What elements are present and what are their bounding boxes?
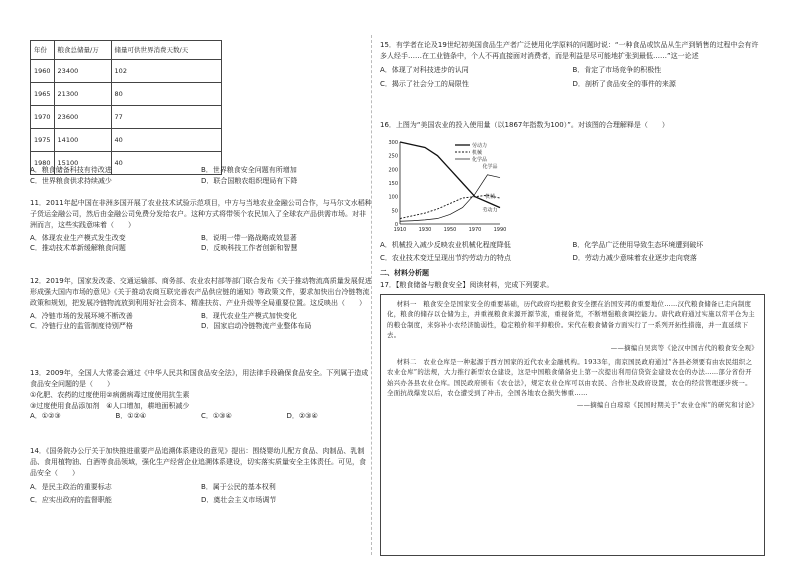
- y-tick-label: 150: [388, 181, 398, 187]
- table-cell: 77: [111, 106, 221, 129]
- question-stem: 17．【粮食储备与粮食安全】阅读材料，完成下列要求。: [380, 281, 554, 289]
- material-box: [380, 294, 765, 556]
- question-17-stem: [380, 280, 775, 291]
- question-stem: 13．2009年，全国人大常委会通过《中华人民共和国食品安全法》，用法律手段确保食品安全。下列属于造成食品安全问题的是（ ）: [30, 369, 369, 388]
- legend-label-2: 化学品: [472, 157, 488, 163]
- table-cell: 1970: [31, 106, 55, 129]
- label-machinery: 机械: [485, 194, 496, 201]
- table-row: [31, 60, 222, 83]
- table-header-row: [31, 41, 222, 60]
- x-tick-label: 1910: [393, 227, 407, 233]
- option-d[interactable]: D．劳动力减少意味着农业逐步走向衰落: [572, 253, 697, 262]
- question-16-stem: [380, 120, 765, 131]
- question-12: [30, 276, 372, 332]
- option-b[interactable]: B．属于公民的基本权利: [201, 482, 276, 491]
- table-cell: 80: [111, 83, 221, 106]
- table-header-cell: 年份: [31, 41, 55, 60]
- chart-legend: [455, 142, 487, 163]
- table-cell: 23600: [54, 106, 111, 129]
- label-labor: 劳动力: [482, 207, 498, 214]
- y-tick-label: 200: [388, 167, 398, 174]
- grain-reserve-table: [30, 40, 222, 175]
- table-cell: 40: [111, 129, 221, 152]
- option-b[interactable]: B．说明一带一路战略成效显著: [201, 233, 297, 242]
- question-stem: 15．有学者在论及19世纪初美国食品生产者广泛使用化学原料的问题时说：“一种食品或饮品从生产到销售的过程中会有许多人经手……在工业链条中，个人不再直接面对消费者，而是利益是尽可能地扩张到最低……”这一论述: [380, 41, 759, 60]
- option-d[interactable]: D．联合国粮农组织理局有下降: [201, 176, 298, 185]
- option-c[interactable]: C．①③④: [201, 412, 232, 421]
- material-two: 材料二 农业仓库是一种起源于西方国家的近代农业金融机构。1933年，南京国民政府通过“各县必须要有由农民组织之农业仓库”的法规，大力推行新型农仓建设，这是中国粮食储备史上第一次提出利用信贷资金建设农仓的办法……部分省份开始兴办各县农业仓库。国民政府颁布《农仓法》，规定农业仓库可以由农民、合作社及政府设置，农仓的经营管理逐步统一。全面抗战爆发以后，农仓遭受到了冲击，全国各地农仓损失惨重……: [387, 357, 753, 397]
- question-16-options: [380, 240, 765, 264]
- option-a[interactable]: A．是民主政治的重要标志: [30, 482, 112, 491]
- y-tick-label: 300: [388, 140, 398, 146]
- section-heading: [380, 268, 775, 279]
- table-cell: 102: [111, 60, 221, 83]
- question-stem: 14．《国务院办公厅关于加快推进重要产品追溯体系建设的意见》提出：围绕婴幼儿配方食品、肉制品、乳制品、食用植物油、白酒等食品领域，强化生产经营企业追溯体系建设，切实落实质量安全主体责任。可见，食品安全（ ）: [30, 447, 366, 477]
- table-cell: 1965: [31, 83, 55, 106]
- option-d[interactable]: D．剖析了食品安全的事件的来源: [572, 79, 676, 88]
- legend-label-1: 机械: [472, 150, 483, 156]
- option-b[interactable]: B．世界粮食安全问题有所增加: [201, 166, 297, 174]
- y-tick-label: 250: [388, 153, 398, 160]
- option-a[interactable]: A．粮食储备科技有待改进: [30, 166, 112, 174]
- material-two-source: ——摘编自白琼琼《民国时期关于“农业仓库”的研究和讨论》: [576, 401, 758, 410]
- table-cell: 1960: [31, 60, 55, 83]
- option-b[interactable]: B．肯定了市场竞争的积极性: [572, 65, 662, 74]
- material-one: 材料一 粮食安全是国家安全的重要基础，历代政府均把粮食安全摆在治国安邦的重要地位……汉代粮食储备已走向制度化，粮食的储存以仓储为主，并重视粮食来源开源节流，重视备荒，不断增强粮食调控能力。唐代政府通过实施以常平仓为主的粮仓制度，来弥补小农经济脆弱性，稳定粮价和平抑粮价。宋代在粮食储备方面实行了一系列开拓性措施，并一直延续下去。: [387, 300, 755, 340]
- table-cell: 1975: [31, 129, 55, 152]
- question-stem: 16．上图为“美国农业的投入使用量（以1867年指数为100）”。对该图的合理解释是（ ）: [380, 121, 669, 129]
- option-c[interactable]: C．世界粮食供求持续减少: [30, 176, 112, 185]
- question-15: [380, 40, 765, 89]
- option-d[interactable]: D．奠壮会主义市场调节: [201, 496, 277, 505]
- option-b[interactable]: B．现代农业生产模式加快变化: [201, 311, 297, 320]
- option-c[interactable]: C．应实出政府的监督职能: [30, 496, 112, 505]
- option-d[interactable]: D．反映科技工作者创新和智慧: [201, 244, 298, 253]
- question-stem: 12．2019年，国家发改委、交通运输部、商务部、农业农村部等部门联合发布《关于推动物流高质量发展促进形成强大国内市场的意见》《关于推动农商互联完善农产品供应链的通知》等政策文件，要求加快出台冷链物流政策和规划，把发展冷链物流放到利用好社会资本、精准扶贫、产业升级等全局重要位置。这反映出（ ）: [30, 277, 372, 307]
- option-c[interactable]: C．农业技术变迁呈现出节约劳动力的特点: [380, 253, 511, 262]
- table-row: [31, 106, 222, 129]
- us-agriculture-input-chart: [380, 136, 540, 236]
- y-tick-label: 0: [394, 222, 398, 228]
- option-c[interactable]: C．推动技术革新缓解粮食问题: [30, 244, 126, 253]
- table-row: [31, 83, 222, 106]
- q10-options: [30, 165, 372, 187]
- chart-series: [400, 142, 500, 221]
- option-c[interactable]: C．揭示了社会分工的局限性: [380, 79, 469, 88]
- legend-label-0: 劳动力: [472, 143, 488, 149]
- table-cell: 21300: [54, 83, 111, 106]
- option-a[interactable]: A．①②③: [30, 412, 61, 421]
- table-cell: 15100: [54, 152, 111, 175]
- x-tick-label: 1970: [468, 227, 482, 233]
- option-c[interactable]: C．冷链行业的监管制度待别严格: [30, 322, 133, 331]
- y-tick-label: 100: [388, 194, 398, 201]
- statement-line: ①化肥、农药的过度使用②病菌病毒过度使用抗生素: [30, 390, 190, 399]
- option-a[interactable]: A．机械投入减少反映农业机械化程度降低: [380, 241, 511, 249]
- x-tick-label: 1990: [493, 227, 507, 233]
- material-one-source: ——摘编自吴宾等《论汉中国古代的粮食安全观》: [610, 343, 758, 352]
- column-divider: [371, 35, 372, 555]
- section-title: 二、材料分析题: [380, 269, 429, 277]
- question-14: [30, 446, 372, 506]
- table-header-cell: 粮食总储量/万: [54, 41, 111, 60]
- question-stem: 11．2011年起中国在非洲多国开展了农业技术试验示范项目，中方与当地农业金融公司合作，与马尔文水稻种子货运金融公司，然后由金融公司免费分发给农户。这种方式将带领个农民加入了全球农产品供需市场。对非洲而言，这些实践意味着（ ）: [30, 199, 372, 229]
- question-13: [30, 368, 372, 422]
- option-a[interactable]: A．体现农业生产模式发生改变: [30, 233, 126, 242]
- x-tick-label: 1950: [443, 227, 457, 233]
- option-a[interactable]: A．体现了对科技进步的认同: [380, 65, 469, 74]
- label-chemicals: 化学品: [482, 163, 498, 170]
- table-cell: 1980: [31, 152, 55, 175]
- chart-axes: [388, 140, 506, 233]
- option-b[interactable]: B．化学品广泛使用导致生态环境遭到破坏: [572, 241, 704, 249]
- x-tick-label: 1930: [418, 227, 432, 233]
- table-row: [31, 129, 222, 152]
- table-header-cell: 储量可供世界消费天数/天: [111, 41, 221, 60]
- option-b[interactable]: B．①②④: [115, 412, 147, 421]
- option-d[interactable]: D．②③④: [286, 412, 318, 421]
- question-11: [30, 198, 372, 254]
- y-tick-label: 50: [391, 208, 398, 215]
- table-cell: 14100: [54, 129, 111, 152]
- statement-line: ③过度使用食品添加剂 ④人口增加，耕地面积减少: [30, 401, 190, 410]
- option-d[interactable]: D．国家启动冷链物流产业整体布局: [201, 322, 312, 331]
- table-cell: 23400: [54, 60, 111, 83]
- option-a[interactable]: A．冷链市场的发展环境不断改善: [30, 311, 133, 320]
- table-cell: 40: [111, 152, 221, 175]
